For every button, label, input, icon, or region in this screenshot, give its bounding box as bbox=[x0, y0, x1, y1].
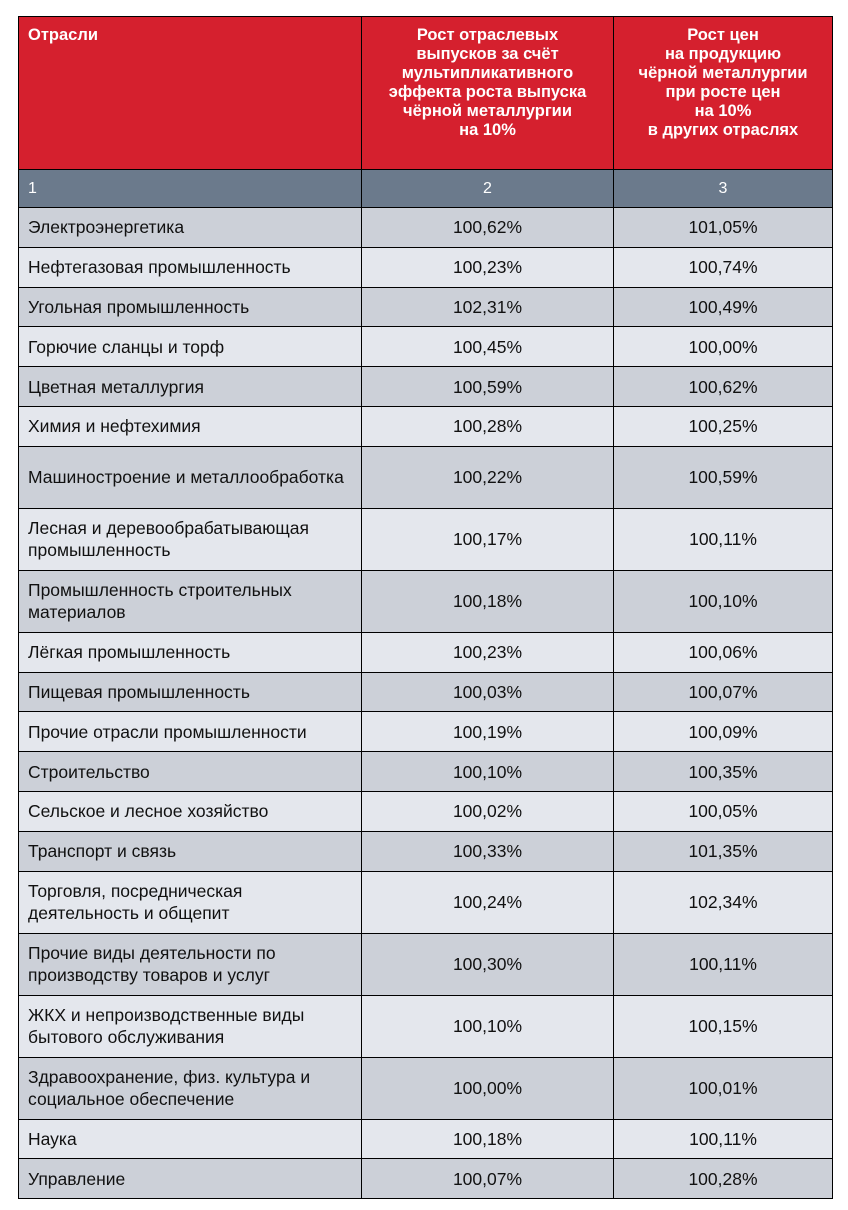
output-growth-value: 100,22% bbox=[362, 446, 614, 508]
table-row bbox=[19, 1057, 833, 1119]
table-row bbox=[19, 712, 833, 752]
table-row bbox=[19, 287, 833, 327]
column-number-row bbox=[19, 170, 833, 208]
industry-name: Управление bbox=[19, 1159, 362, 1199]
price-growth-value: 100,49% bbox=[614, 287, 833, 327]
output-growth-value: 102,31% bbox=[362, 287, 614, 327]
table-row bbox=[19, 1159, 833, 1199]
industry-name: Здравоохранение, физ. культура и социальное обеспечение bbox=[19, 1057, 362, 1119]
industry-name: Угольная промышленность bbox=[19, 287, 362, 327]
header-industries: Отрасли bbox=[19, 17, 362, 170]
output-growth-value: 100,45% bbox=[362, 327, 614, 367]
industry-name: Прочие отрасли промышленности bbox=[19, 712, 362, 752]
price-growth-value: 100,11% bbox=[614, 508, 833, 570]
output-growth-value: 100,30% bbox=[362, 933, 614, 995]
industry-name: Химия и нефтехимия bbox=[19, 406, 362, 446]
output-growth-value: 100,10% bbox=[362, 752, 614, 792]
table-row bbox=[19, 831, 833, 871]
output-growth-value: 100,02% bbox=[362, 791, 614, 831]
table-row bbox=[19, 752, 833, 792]
column-number-3: 3 bbox=[614, 170, 833, 208]
output-growth-value: 100,24% bbox=[362, 871, 614, 933]
output-growth-value: 100,19% bbox=[362, 712, 614, 752]
industry-name: Лесная и деревообрабатывающая промышленность bbox=[19, 508, 362, 570]
price-growth-value: 100,07% bbox=[614, 672, 833, 712]
price-growth-value: 100,00% bbox=[614, 327, 833, 367]
table-row bbox=[19, 247, 833, 287]
output-growth-value: 100,28% bbox=[362, 406, 614, 446]
output-growth-value: 100,18% bbox=[362, 570, 614, 632]
output-growth-value: 100,23% bbox=[362, 247, 614, 287]
table-row bbox=[19, 1119, 833, 1159]
column-number-1: 1 bbox=[19, 170, 362, 208]
header-output-growth: Рост отраслевых выпусков за счёт мультипликативного эффекта роста выпуска чёрной металлургии на 10% bbox=[362, 17, 614, 170]
price-growth-value: 100,05% bbox=[614, 791, 833, 831]
output-growth-value: 100,59% bbox=[362, 367, 614, 407]
table-row bbox=[19, 367, 833, 407]
price-growth-value: 102,34% bbox=[614, 871, 833, 933]
output-growth-value: 100,33% bbox=[362, 831, 614, 871]
industry-name: ЖКХ и непроизводственные виды бытового обслуживания bbox=[19, 995, 362, 1057]
output-growth-value: 100,18% bbox=[362, 1119, 614, 1159]
price-growth-value: 100,11% bbox=[614, 933, 833, 995]
industry-multiplier-table bbox=[18, 16, 833, 1199]
table-row bbox=[19, 327, 833, 367]
output-growth-value: 100,00% bbox=[362, 1057, 614, 1119]
industry-name: Нефтегазовая промышленность bbox=[19, 247, 362, 287]
price-growth-value: 100,10% bbox=[614, 570, 833, 632]
industry-name: Лёгкая промышленность bbox=[19, 632, 362, 672]
table-row bbox=[19, 632, 833, 672]
price-growth-value: 100,09% bbox=[614, 712, 833, 752]
industry-name: Промышленность строительных материалов bbox=[19, 570, 362, 632]
price-growth-value: 100,59% bbox=[614, 446, 833, 508]
table-row bbox=[19, 871, 833, 933]
industry-name: Горючие сланцы и торф bbox=[19, 327, 362, 367]
price-growth-value: 100,28% bbox=[614, 1159, 833, 1199]
industry-name: Сельское и лесное хозяйство bbox=[19, 791, 362, 831]
price-growth-value: 100,11% bbox=[614, 1119, 833, 1159]
industry-name: Прочие виды деятельности по производству товаров и услуг bbox=[19, 933, 362, 995]
output-growth-value: 100,10% bbox=[362, 995, 614, 1057]
industry-name: Торговля, посредническая деятельность и общепит bbox=[19, 871, 362, 933]
industry-name: Наука bbox=[19, 1119, 362, 1159]
output-growth-value: 100,07% bbox=[362, 1159, 614, 1199]
price-growth-value: 101,35% bbox=[614, 831, 833, 871]
price-growth-value: 100,62% bbox=[614, 367, 833, 407]
table-row bbox=[19, 791, 833, 831]
output-growth-value: 100,62% bbox=[362, 208, 614, 248]
header-price-growth: Рост цен на продукцию чёрной металлургии при росте цен на 10% в других отраслях bbox=[614, 17, 833, 170]
table-row bbox=[19, 672, 833, 712]
industry-name: Машиностроение и металлообработка bbox=[19, 446, 362, 508]
table-row bbox=[19, 508, 833, 570]
price-growth-value: 100,25% bbox=[614, 406, 833, 446]
table-row bbox=[19, 995, 833, 1057]
price-growth-value: 100,74% bbox=[614, 247, 833, 287]
industry-name: Пищевая промышленность bbox=[19, 672, 362, 712]
table-row bbox=[19, 406, 833, 446]
output-growth-value: 100,23% bbox=[362, 632, 614, 672]
price-growth-value: 100,35% bbox=[614, 752, 833, 792]
industry-name: Транспорт и связь bbox=[19, 831, 362, 871]
price-growth-value: 100,06% bbox=[614, 632, 833, 672]
price-growth-value: 100,15% bbox=[614, 995, 833, 1057]
table-row bbox=[19, 570, 833, 632]
price-growth-value: 101,05% bbox=[614, 208, 833, 248]
industry-name: Цветная металлургия bbox=[19, 367, 362, 407]
header-row bbox=[19, 17, 833, 170]
output-growth-value: 100,17% bbox=[362, 508, 614, 570]
industry-name: Электроэнергетика bbox=[19, 208, 362, 248]
column-number-2: 2 bbox=[362, 170, 614, 208]
table-row bbox=[19, 933, 833, 995]
table-row bbox=[19, 446, 833, 508]
price-growth-value: 100,01% bbox=[614, 1057, 833, 1119]
table-row bbox=[19, 208, 833, 248]
industry-name: Строительство bbox=[19, 752, 362, 792]
output-growth-value: 100,03% bbox=[362, 672, 614, 712]
